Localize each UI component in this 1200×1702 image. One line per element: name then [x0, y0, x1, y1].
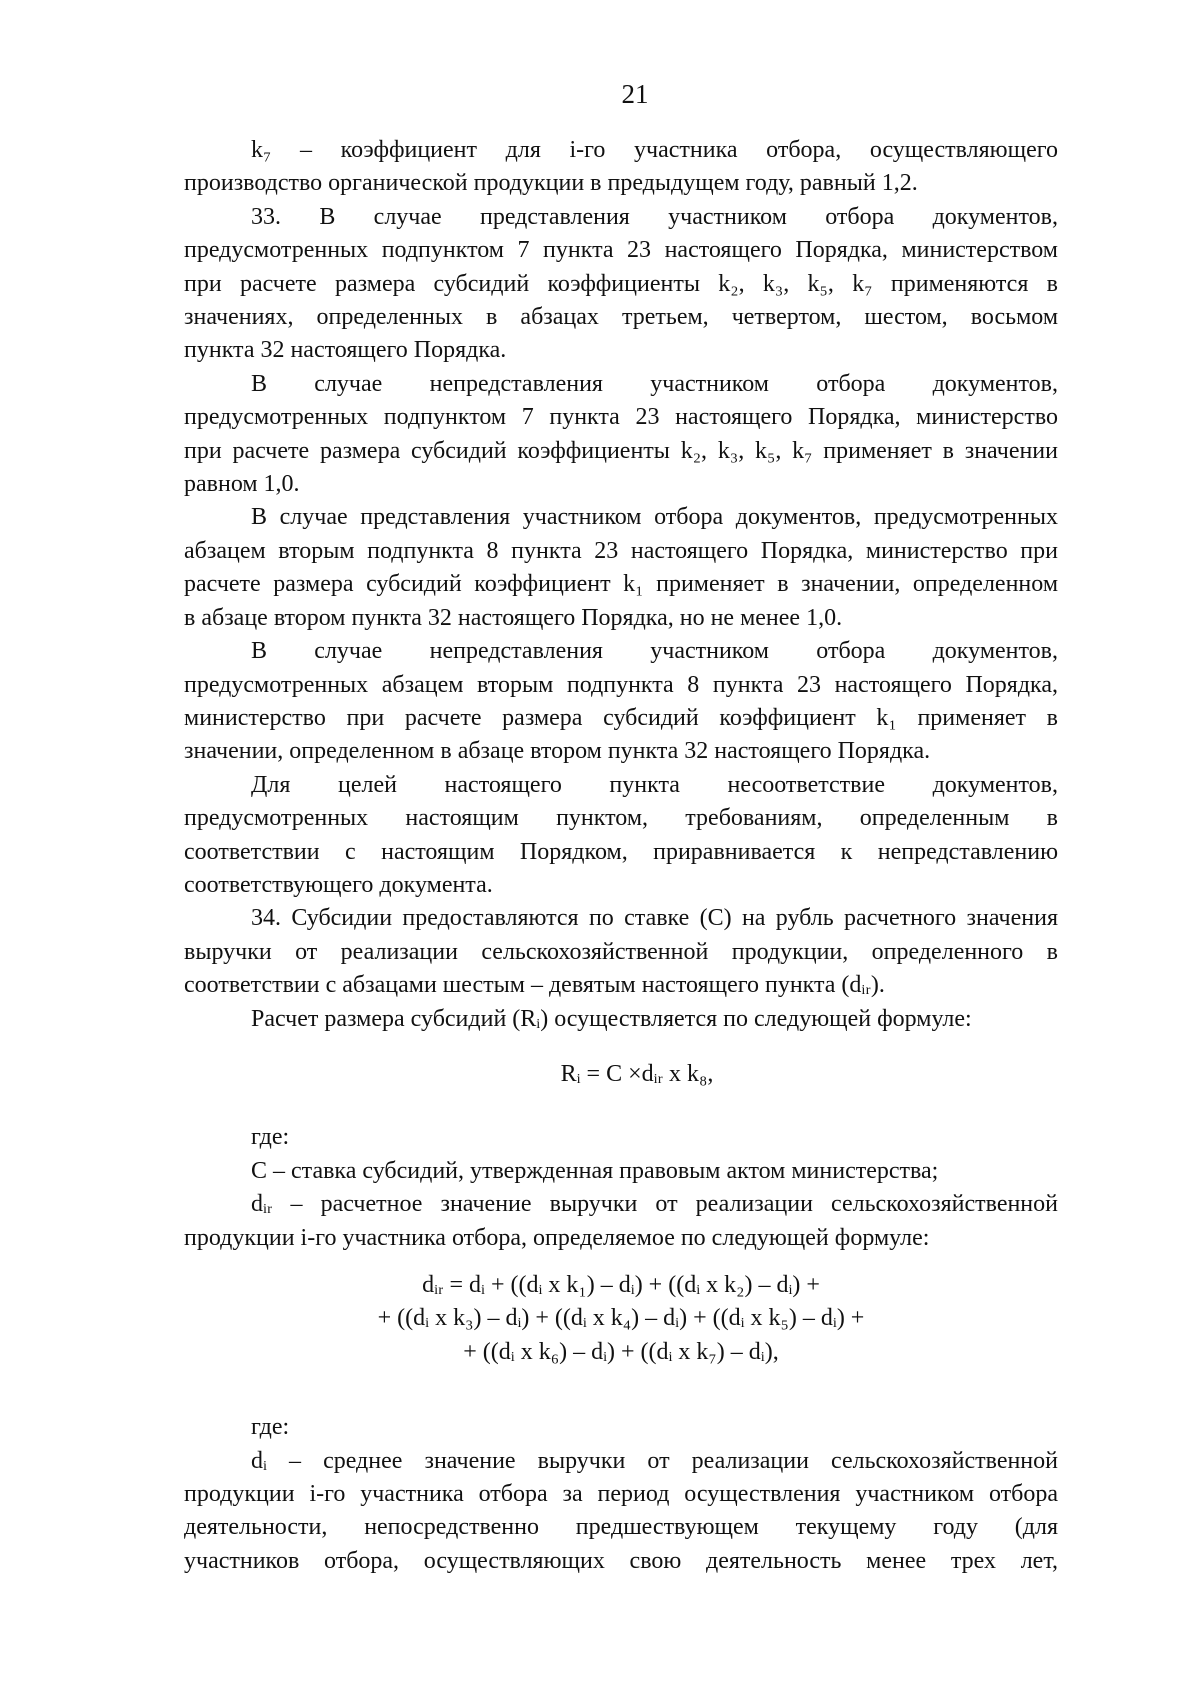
text-line: В случае непредставления участником отбора документов, — [251, 370, 1058, 397]
text-line: абзацем вторым подпункта 8 пункта 23 настоящего Порядка, министерство при — [184, 537, 1058, 564]
formula-ri: Rᵢ = С ×dᵢᵣ х k₈, — [560, 1060, 714, 1087]
page-number: 21 — [621, 79, 649, 109]
paragraph-nonconformity — [184, 769, 1058, 903]
text-line: соответствии с настоящим Порядком, приравнивается к непредставлению — [184, 838, 1058, 865]
text-line: предусмотренных подпунктом 7 пункта 23 настоящего Порядка, министерством — [184, 237, 1058, 264]
text-line: где: — [251, 1414, 290, 1441]
text-line: dᵢᵣ – расчетное значение выручки от реализации сельскохозяйственной — [251, 1191, 1058, 1218]
text-line: соответствующего документа. — [184, 871, 493, 898]
text-line: при расчете размера субсидий коэффициенты k₂, k₃, k₅, k₇ применяет в значении — [184, 437, 1058, 464]
where-label — [184, 1121, 1058, 1154]
definition-di — [184, 1445, 1058, 1579]
text-line: dᵢ – среднее значение выручки от реализации сельскохозяйственной — [251, 1447, 1058, 1474]
text-line: В случае непредставления участником отбора документов, — [251, 638, 1058, 665]
text-line: 34. Субсидии предоставляются по ставке (С) на рубль расчетного значения — [251, 905, 1058, 932]
text-line: при расчете размера субсидий коэффициенты k₂, k₃, k₅, k₇ применяются в — [184, 270, 1058, 297]
text-line: продукции i-го участника отбора, определяемое по следующей формуле: — [184, 1224, 930, 1251]
text-line: участников отбора, осуществляющих свою деятельность менее трех лет, — [184, 1547, 1058, 1574]
paragraph-formula-intro — [184, 1003, 1058, 1036]
paragraph-34 — [184, 902, 1058, 1002]
text-line: В случае представления участником отбора документов, предусмотренных — [251, 504, 1058, 531]
paragraph-33 — [184, 201, 1058, 368]
formula-dir — [184, 1269, 1058, 1369]
text-line: 33. В случае представления участником отбора документов, — [251, 203, 1058, 230]
text-line: министерство при расчете размера субсидий коэффициент k₁ применяет в — [184, 704, 1058, 731]
text-line: деятельности, непосредственно предшествующем текущему году (для — [184, 1514, 1058, 1541]
text-line: где: — [251, 1124, 290, 1151]
text-line: равном 1,0. — [184, 471, 300, 498]
text-line: предусмотренных абзацем вторым подпункта 8 пункта 23 настоящего Порядка, — [184, 671, 1058, 698]
document-body — [184, 134, 1058, 1578]
text-line: значениях, определенных в абзацах третьем, четвертом, шестом, восьмом — [184, 304, 1058, 331]
spacer — [184, 1113, 1058, 1121]
text-line: выручки от реализации сельскохозяйственной продукции, определенного в — [184, 938, 1058, 965]
where-label — [184, 1411, 1058, 1444]
text-line: расчете размера субсидий коэффициент k₁ применяет в значении, определенном — [184, 571, 1058, 598]
text-line: соответствии с абзацами шестым – девятым настоящего пункта (dᵢᵣ). — [184, 972, 885, 999]
paragraph-k7-definition — [184, 134, 1058, 201]
text-line: С – ставка субсидий, утвержденная правовым актом министерства; — [251, 1157, 939, 1184]
definition-dir — [184, 1188, 1058, 1255]
text-line: k₇ – коэффициент для i-го участника отбора, осуществляющего — [251, 137, 1058, 163]
text-line: предусмотренных настоящим пунктом, требованиям, определенным в — [184, 805, 1058, 832]
text-line: Для целей настоящего пункта несоответствие документов, — [251, 771, 1058, 798]
formula-line: + ((dᵢ х k₆) – dᵢ) + ((dᵢ х k₇) – dᵢ), — [463, 1338, 779, 1365]
text-line: пункта 32 настоящего Порядка. — [184, 337, 507, 364]
formula-line: dᵢᵣ = dᵢ + ((dᵢ х k₁) – dᵢ) + ((dᵢ х k₂) – dᵢ) + — [422, 1272, 820, 1298]
text-line: продукции i-го участника отбора за период осуществления участником отбора — [184, 1481, 1058, 1508]
paragraph-non-submission-8 — [184, 635, 1058, 769]
text-line: в абзаце втором пункта 32 настоящего Порядка, но не менее 1,0. — [184, 604, 843, 631]
text-line: предусмотренных подпунктом 7 пункта 23 настоящего Порядка, министерство — [184, 404, 1058, 431]
paragraph-non-submission-7 — [184, 368, 1058, 502]
definition-c — [184, 1155, 1058, 1188]
text-line: производство органической продукции в предыдущем году, равный 1,2. — [184, 170, 918, 197]
text-line: значении, определенном в абзаце втором пункта 32 настоящего Порядка. — [184, 738, 931, 765]
text-line: Расчет размера субсидий (Rᵢ) осуществляется по следующей формуле: — [251, 1005, 972, 1032]
paragraph-submission-8 — [184, 501, 1058, 635]
formula-line: + ((dᵢ х k₃) – dᵢ) + ((dᵢ х k₄) – dᵢ) + ((dᵢ х k₅) – dᵢ) + — [377, 1305, 865, 1332]
